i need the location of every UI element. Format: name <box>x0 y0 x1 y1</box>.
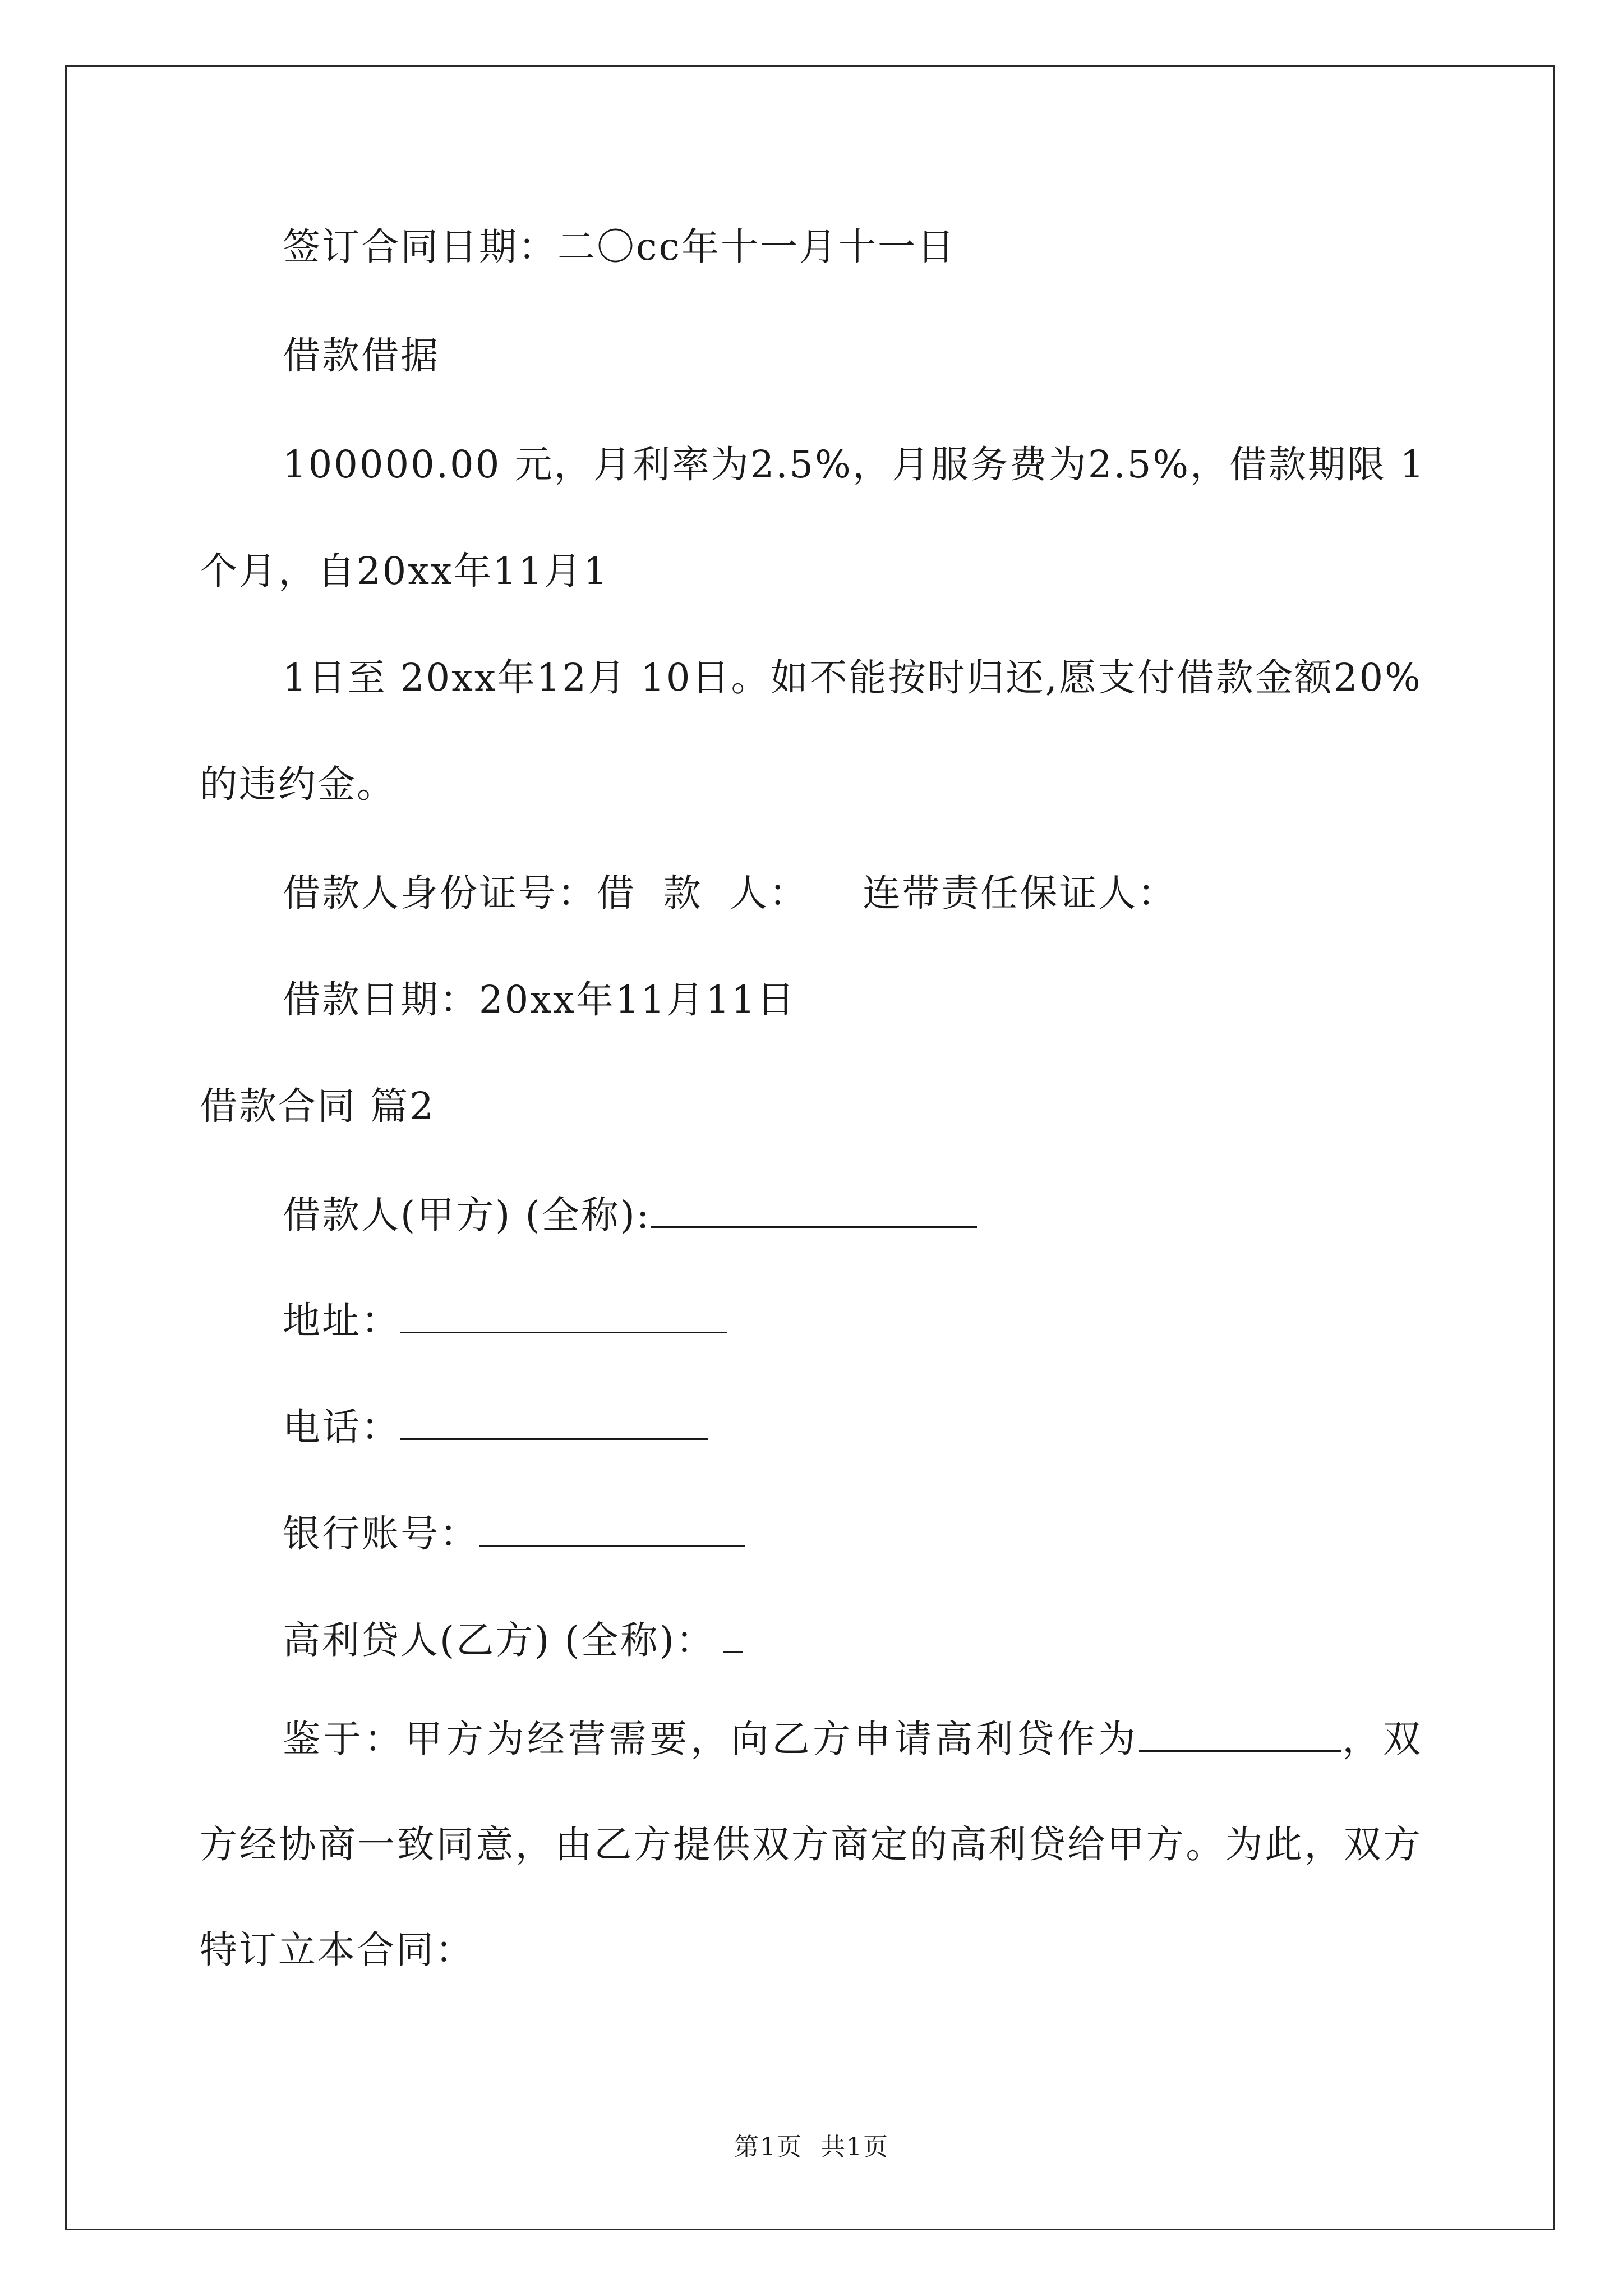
bank-account-blank <box>479 1509 745 1547</box>
amount-line-1: 100000.00 元，月利率为2.5%，月服务费为2.5%，借款期限 1 <box>283 443 1426 486</box>
party-a-blank <box>651 1190 977 1228</box>
bank-account-label: 银行账号： <box>283 1512 479 1556</box>
loan-date: 借款日期：20xx年11月11日 <box>283 978 796 1022</box>
whereas-part-1: 鉴于：甲方为经营需要，向乙方申请高利贷作为 <box>283 1717 1139 1761</box>
party-a-label: 借款人(甲方) (全称): <box>283 1193 651 1237</box>
page-footer: 第1页 共1页 <box>734 2133 889 2161</box>
sign-date: 签订合同日期：二〇cc年十一月十一日 <box>283 225 957 269</box>
receipt-title: 借款借据 <box>283 334 440 378</box>
whereas-blank <box>1139 1714 1341 1752</box>
party-b-label: 高利贷人(乙方) (全称)： <box>283 1618 715 1662</box>
party-b-blank <box>723 1616 743 1653</box>
bank-account-row <box>200 1509 745 1556</box>
party-a-row <box>200 1190 977 1237</box>
whereas-part-2: ，双方经协商一致同意，由乙方提供双方商定的高利贷给甲方。为此，双方特订立本合同： <box>200 1717 1423 1972</box>
phone-row <box>200 1402 708 1450</box>
phone-label: 电话： <box>283 1405 400 1449</box>
period-line-1: 1日至 20xx年12月 10日。如不能按时归还,愿支付借款金额20% <box>283 656 1422 700</box>
party-b-row <box>200 1616 743 1663</box>
address-row <box>200 1296 727 1343</box>
address-blank <box>400 1296 727 1333</box>
phone-blank <box>400 1402 708 1440</box>
contract-heading: 借款合同 篇2 <box>200 1084 435 1128</box>
borrower-signatures: 借款人身份证号：借 款 人： 连带责任保证人： <box>283 871 1177 915</box>
address-label: 地址： <box>283 1299 400 1342</box>
whereas-paragraph <box>200 1686 1422 2003</box>
period-line-2: 的违约金。 <box>200 762 396 806</box>
amount-line-2: 个月，自20xx年11月1 <box>200 549 609 593</box>
